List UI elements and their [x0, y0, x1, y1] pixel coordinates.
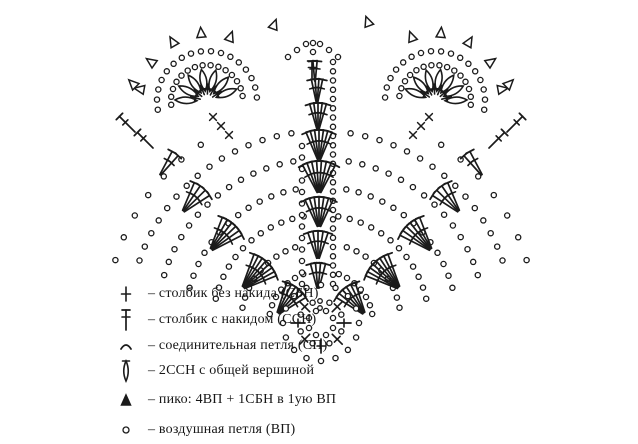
chain-dot [330, 87, 335, 92]
chain-dot [268, 225, 273, 230]
chain-dot [249, 238, 254, 243]
chain-dot [442, 173, 447, 178]
chain-dot [233, 254, 238, 259]
chain-dot [202, 250, 207, 255]
chain-dot [478, 77, 483, 82]
chain-dot [330, 254, 335, 259]
legend [108, 283, 438, 441]
chain-dot [404, 149, 409, 154]
chain-dot [394, 67, 399, 72]
chain-dot [421, 64, 426, 69]
chain-dot [481, 87, 486, 92]
chain-dot [388, 238, 393, 243]
chain-dot [335, 54, 340, 59]
chain-dot [442, 212, 447, 217]
chain-dot [249, 76, 254, 81]
chain-dot [418, 156, 423, 161]
chain-dot [416, 274, 421, 279]
chain-dot [391, 143, 396, 148]
chain-dot [195, 212, 200, 217]
chain-dot [207, 164, 212, 169]
chain-dot [228, 54, 233, 59]
chain-dot [448, 51, 453, 56]
chain-dot [458, 55, 463, 60]
chain-dot [208, 63, 213, 68]
chain-dot [463, 79, 468, 84]
chain-dot [164, 69, 169, 74]
chain-dot [402, 79, 407, 84]
chain-dot [505, 213, 510, 218]
chain-dot [330, 272, 335, 277]
chain-dot [481, 218, 486, 223]
chain-dot [229, 72, 234, 77]
chain-dot [463, 194, 468, 199]
chain-dot [184, 183, 189, 188]
chain-dot [330, 217, 335, 222]
chain-dot [330, 78, 335, 83]
chain-dot [488, 231, 493, 236]
chain-dot [121, 235, 126, 240]
chain-dot [174, 79, 179, 84]
chain-dot [330, 69, 335, 74]
chain-dot [452, 68, 457, 73]
chain-dot [437, 63, 442, 68]
chain-dot [260, 138, 265, 143]
chain-dot [465, 247, 470, 252]
chain-dot [169, 94, 174, 99]
chain-dot [146, 193, 151, 198]
chain-dot [344, 245, 349, 250]
chain-dot [281, 190, 286, 195]
chain-dot [155, 107, 160, 112]
chain-dot [254, 95, 259, 100]
chain-dot [246, 143, 251, 148]
chain-dot [330, 244, 335, 249]
chain-dot [330, 180, 335, 185]
chain-dot [188, 51, 193, 56]
chain-dot [299, 178, 304, 183]
chain-dot [156, 87, 161, 92]
chain-dot [279, 220, 284, 225]
chain-dot [185, 68, 190, 73]
chain-dot [432, 202, 437, 207]
chain-dot [234, 79, 239, 84]
chain-dot [326, 47, 331, 52]
chain-dot [274, 254, 279, 259]
chain-dot [397, 93, 402, 98]
chain-dot [277, 162, 282, 167]
chain-dot [482, 107, 487, 112]
chain-dot [468, 102, 473, 107]
chain-dot [179, 55, 184, 60]
chain-dot [299, 224, 304, 229]
chain-dot [418, 50, 423, 55]
chain-dot [408, 72, 413, 77]
chain-dot [317, 41, 322, 46]
chain-dot [330, 96, 335, 101]
chain-stitch-icon [108, 417, 144, 443]
chain-dot [223, 68, 228, 73]
picot-triangle [463, 37, 472, 48]
chain-dot [253, 85, 258, 90]
chain-dot [471, 259, 476, 264]
chain-dot [299, 235, 304, 240]
picot-triangle [197, 27, 206, 37]
chain-dot [475, 273, 480, 278]
chain-dot [215, 193, 220, 198]
chain-dot [439, 49, 444, 54]
chain-dot [285, 54, 290, 59]
chain-dot [377, 138, 382, 143]
chain-dot [218, 50, 223, 55]
legend-item-cluster [108, 360, 438, 382]
legend-item-single-crochet [108, 283, 438, 305]
chain-dot [348, 131, 353, 136]
chain-dot [391, 205, 396, 210]
picot-icon [108, 387, 144, 413]
chain-dot [344, 187, 349, 192]
chain-dot [216, 64, 221, 69]
chain-dot [246, 205, 251, 210]
chain-dot [243, 67, 248, 72]
legend-label: – столбик без накида (СБН) [148, 286, 319, 301]
chain-dot [251, 171, 256, 176]
chain-dot [422, 193, 427, 198]
chain-dot [446, 273, 451, 278]
chain-dot [435, 250, 440, 255]
legend-item-double-crochet [108, 309, 438, 331]
chain-dot [330, 189, 335, 194]
single-crochet-icon [108, 281, 144, 307]
chain-dot [404, 254, 409, 259]
chain-dot [299, 143, 304, 148]
chain-dot [156, 218, 161, 223]
picot-triangle [365, 16, 374, 27]
chain-dot [398, 177, 403, 182]
chain-dot [293, 245, 298, 250]
chain-dot [137, 258, 142, 263]
chain-dot [458, 235, 463, 240]
chain-dot [292, 275, 297, 280]
picot-triangle [225, 32, 233, 43]
chain-dot [200, 63, 205, 68]
chain-dot [192, 65, 197, 70]
chain-dot [396, 246, 401, 251]
chain-dot [236, 60, 241, 65]
chain-dot [373, 166, 378, 171]
chain-dot [482, 97, 487, 102]
legend-label: – 2ССН с общей вершиной [148, 363, 315, 378]
chain-dot [174, 194, 179, 199]
chain-dot [450, 285, 455, 290]
chain-dot [299, 155, 304, 160]
chain-dot [198, 49, 203, 54]
chain-dot [453, 183, 458, 188]
chain-dot [379, 231, 384, 236]
chain-dot [236, 213, 241, 218]
chain-dot [500, 258, 505, 263]
chain-dot [399, 86, 404, 91]
chain-dot [264, 166, 269, 171]
chain-dot [409, 54, 414, 59]
chain-dot [330, 263, 335, 268]
legend-label: – пико: 4ВП + 1СБН в 1ую ВП [148, 392, 337, 407]
chain-dot [330, 115, 335, 120]
picot-triangle [436, 27, 445, 37]
chain-dot [258, 231, 263, 236]
chain-dot [411, 264, 416, 269]
chain-dot [441, 261, 446, 266]
chain-dot [219, 156, 224, 161]
chain-dot [450, 223, 455, 228]
chain-dot [458, 73, 463, 78]
chain-dot [347, 216, 352, 221]
chain-dot [363, 254, 368, 259]
picot-triangle [268, 19, 277, 30]
chain-dot [388, 76, 393, 81]
chain-dot [368, 194, 373, 199]
chain-dot [291, 159, 296, 164]
chain-dot [383, 95, 388, 100]
chain-dot [299, 212, 304, 217]
chain-dot [205, 202, 210, 207]
chain-dot [330, 59, 335, 64]
chain-dot [162, 273, 167, 278]
chain-dot [360, 162, 365, 167]
chain-dot [269, 194, 274, 199]
chain-dot [208, 49, 213, 54]
picot-triangle [409, 32, 417, 43]
chain-dot [172, 247, 177, 252]
chain-dot [113, 258, 118, 263]
chain-dot [330, 152, 335, 157]
picot-triangle [485, 59, 496, 68]
chain-dot [240, 246, 245, 251]
chain-dot [466, 86, 471, 91]
chain-dot [179, 235, 184, 240]
chain-dot [169, 102, 174, 107]
chain-dot [414, 68, 419, 73]
chain-dot [472, 206, 477, 211]
cluster-oval [124, 361, 129, 381]
chain-dot [283, 249, 288, 254]
chain-dot [303, 41, 308, 46]
legend-label: – соединительная петля (СП) [148, 338, 328, 353]
chain-dot [299, 189, 304, 194]
chain-dot [356, 190, 361, 195]
cluster-icon [108, 358, 144, 384]
chain-dot [238, 86, 243, 91]
chain-dot [232, 149, 237, 154]
chain-dot [401, 60, 406, 65]
chain-dot [491, 193, 496, 198]
chain-dot [330, 106, 335, 111]
chain-dot [187, 223, 192, 228]
legend-item-picot [108, 389, 438, 411]
chain-dot [524, 258, 529, 263]
chain-dot [401, 213, 406, 218]
chain-dot [171, 61, 176, 66]
chain-dot [274, 134, 279, 139]
chain-dot [384, 85, 389, 90]
legend-label: – воздушная петля (ВП) [148, 422, 296, 437]
chain-dot [123, 427, 129, 433]
chain-dot [495, 244, 500, 249]
chain-dot [473, 69, 478, 74]
chain-dot [310, 40, 315, 45]
chain-dot [191, 273, 196, 278]
chain-dot [299, 258, 304, 263]
chain-dot [380, 199, 385, 204]
chain-dot [439, 142, 444, 147]
chain-dot [430, 164, 435, 169]
chain-dot [159, 77, 164, 82]
picot-triangle [122, 395, 131, 405]
chain-dot [290, 216, 295, 221]
chain-dot [166, 259, 171, 264]
chain-dot [330, 124, 335, 129]
chain-dot [369, 225, 374, 230]
chain-dot [170, 86, 175, 91]
chain-dot [445, 65, 450, 70]
chain-dot [149, 231, 154, 236]
legend-item-slip-stitch [108, 335, 438, 357]
chain-dot [363, 134, 368, 139]
chain-dot [468, 94, 473, 99]
chain-dot [196, 261, 201, 266]
chain-dot [354, 249, 359, 254]
chain-dot [466, 61, 471, 66]
chain-dot [238, 177, 243, 182]
chain-dot [299, 247, 304, 252]
picot-triangle [170, 37, 179, 48]
top-cleft [268, 16, 373, 59]
chain-dot [293, 187, 298, 192]
chain-dot [346, 159, 351, 164]
chain-dot [294, 47, 299, 52]
chain-dot [358, 220, 363, 225]
chain-dot [165, 206, 170, 211]
chain-dot [227, 185, 232, 190]
chain-dot [336, 214, 341, 219]
chain-dot [330, 226, 335, 231]
chain-dot [179, 73, 184, 78]
chain-dot [289, 131, 294, 136]
chain-dot [330, 235, 335, 240]
chain-dot [516, 235, 521, 240]
picot-triangle [146, 59, 157, 68]
chain-dot [336, 272, 341, 277]
chain-dot [132, 213, 137, 218]
chain-dot [198, 142, 203, 147]
slip-stitch-icon [108, 333, 144, 359]
chain-dot [429, 63, 434, 68]
chain-dot [410, 185, 415, 190]
chain-dot [299, 270, 304, 275]
legend-item-chain [108, 419, 438, 441]
chain-dot [428, 49, 433, 54]
chain-dot [344, 275, 349, 280]
chain-dot [310, 49, 315, 54]
legend-label: – столбик с накидом (ССН) [148, 312, 317, 327]
double-crochet-icon [108, 307, 144, 333]
chain-dot [226, 264, 231, 269]
chain-dot [386, 171, 391, 176]
chain-dot [221, 274, 226, 279]
chain-dot [240, 93, 245, 98]
chain-dot [154, 97, 159, 102]
chain-dot [142, 244, 147, 249]
chain-dot [257, 199, 262, 204]
chain-dot [195, 173, 200, 178]
